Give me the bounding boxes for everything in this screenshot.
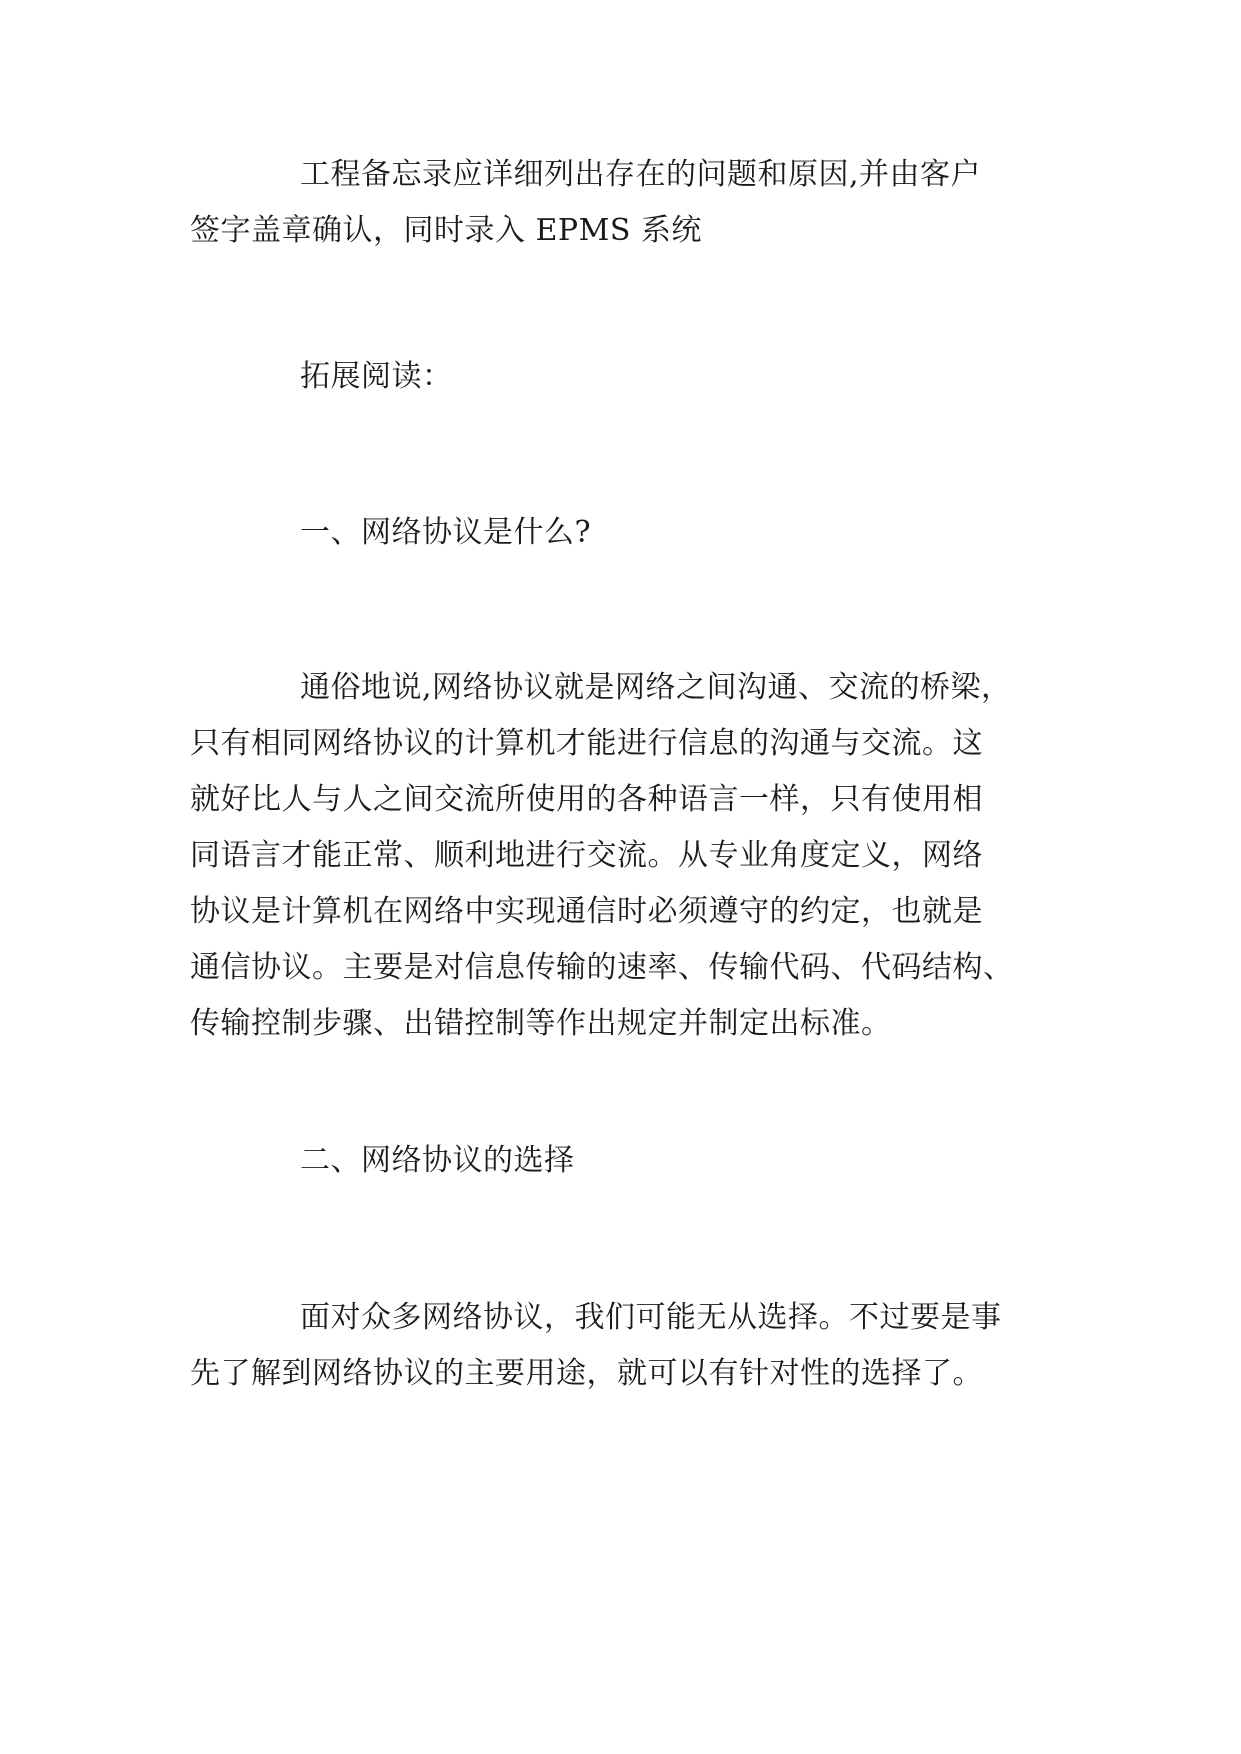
section1-heading: 一、网络协议是什么? [300,515,592,550]
paragraph-line: 协议是计算机在网络中实现通信时必须遵守的约定，也就是 [190,894,983,929]
paragraph-line: 通信协议。主要是对信息传输的速率、传输代码、代码结构、 [190,950,1014,985]
paragraph-line: 通俗地说,网络协议就是网络之间沟通、交流的桥梁， [300,670,1012,705]
paragraph-line: 只有相同网络协议的计算机才能进行信息的沟通与交流。这 [190,726,983,761]
memo-paragraph [190,147,1070,259]
paragraph-line: 签字盖章确认，同时录入 EPMS 系统 [190,213,702,248]
extended-reading-heading: 拓展阅读： [300,359,453,394]
paragraph-line: 面对众多网络协议，我们可能无从选择。不过要是事 [300,1300,1002,1335]
paragraph-line: 传输控制步骤、出错控制等作出规定并制定出标准。 [190,1006,892,1041]
paragraph-line: 先了解到网络协议的主要用途，就可以有针对性的选择了。 [190,1356,983,1391]
paragraph-line: 就好比人与人之间交流所使用的各种语言一样，只有使用相 [190,782,983,817]
section1-paragraph [190,660,1070,1052]
section2-paragraph [190,1290,1070,1402]
paragraph-line: 同语言才能正常、顺利地进行交流。从专业角度定义，网络 [190,838,983,873]
section2-heading: 二、网络协议的选择 [300,1143,575,1178]
paragraph-line: 工程备忘录应详细列出存在的问题和原因,并由客户 [300,157,982,192]
